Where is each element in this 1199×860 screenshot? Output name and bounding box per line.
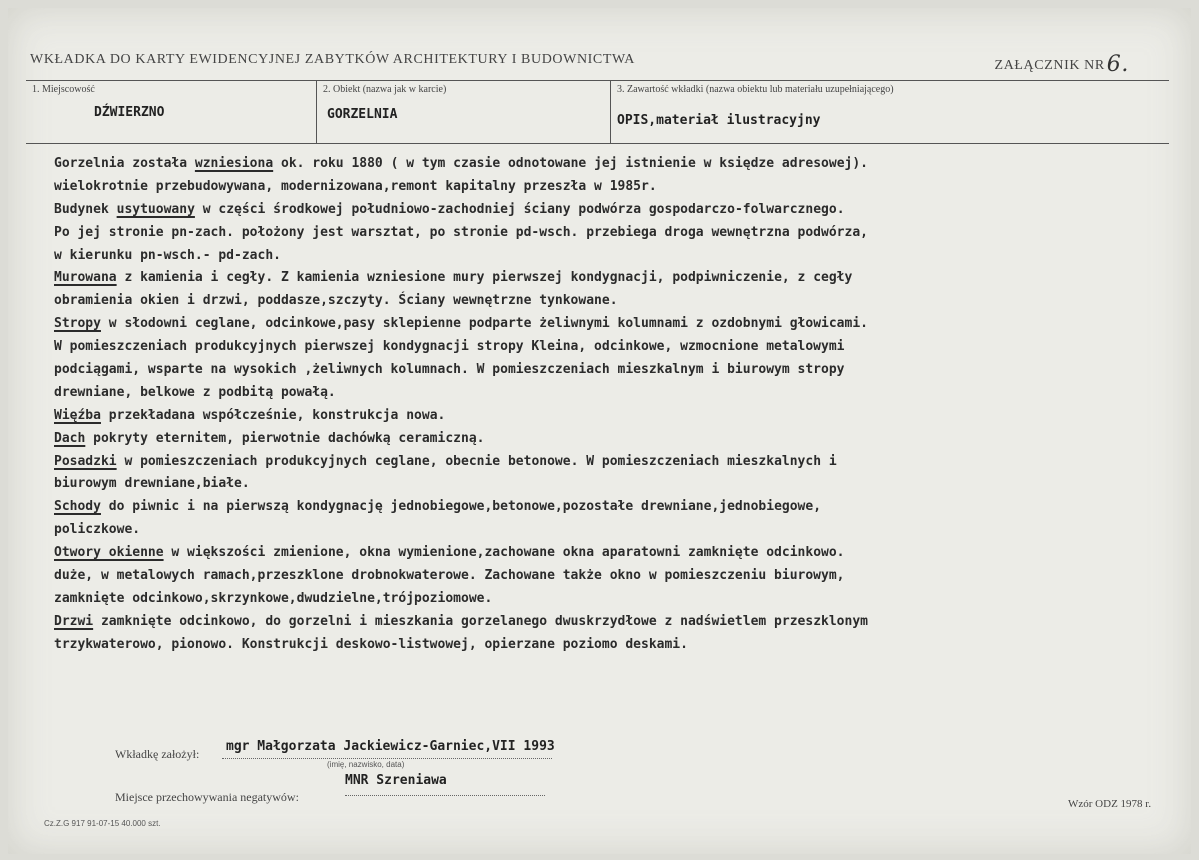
- text-line: podciągami, wsparte na wysokich ,żeliwnych kolumnach. W pomieszczeniach mieszkalnym i biurowym stropy: [54, 362, 845, 378]
- text-line: policzkowe.: [54, 522, 141, 538]
- text-line: Budynek usytuowany w części środkowej południowo-zachodniej ściany podwórza gospodarczo-folwarcznego.: [54, 199, 1134, 222]
- underlined-heading: Posadzki: [54, 453, 117, 469]
- locality-label: 1. Miejscowość: [32, 84, 95, 95]
- text-line: Murowana z kamienia i cegły. Z kamienia wzniesione mury pierwszej kondygnacji, podpiwniczenie, z cegły: [54, 267, 1134, 290]
- object-cell: [316, 81, 611, 143]
- text-line: Otwory okienne w większości zmienione, okna wymienione,zachowane okna aparatowni zamknięte odcinkowo.: [54, 542, 1134, 565]
- object-value: GORZELNIA: [327, 107, 398, 122]
- locality-cell: [26, 81, 316, 143]
- description-text: [54, 153, 1134, 657]
- underlined-heading: Drzwi: [54, 613, 94, 629]
- model-number: Wzór ODZ 1978 r.: [1068, 798, 1152, 810]
- text-line: biurowym drewniane,białe.: [54, 476, 250, 492]
- underlined-heading: wzniesiona: [194, 156, 274, 171]
- contents-value: OPIS,materiał ilustracyjny: [617, 113, 821, 128]
- author-value: mgr Małgorzata Jackiewicz-Garniec,VII 1993: [226, 739, 555, 754]
- contents-cell: [610, 81, 1170, 143]
- text-line: Gorzelnia została wzniesiona ok. roku 1880 ( w tym czasie odnotowane jej istnienie w księdze adresowej).: [54, 153, 1134, 176]
- text-line: obramienia okien i drzwi, poddasze,szczyty. Ściany wewnętrzne tynkowane.: [54, 293, 618, 309]
- text-line: zamknięte odcinkowo,skrzynkowe,dwudzielne,trójpoziomowe.: [54, 590, 493, 606]
- attachment-label: ZAŁĄCZNIK NR: [994, 58, 1105, 73]
- underlined-heading: usytuowany: [116, 201, 195, 217]
- author-hint: (imię, nazwisko, data): [327, 760, 405, 769]
- print-info: Cz.Z.G 917 91-07-15 40.000 szt.: [44, 819, 161, 828]
- fields-row: [26, 80, 1169, 144]
- text-line: Schody do piwnic i na pierwszą kondygnację jednobiegowe,betonowe,pozostałe drewniane,jednobiegowe,: [54, 496, 1134, 519]
- underlined-heading: Stropy: [54, 316, 101, 332]
- storage-label: Miejsce przechowywania negatywów:: [115, 790, 299, 804]
- text-line: W pomieszczeniach produkcyjnych pierwszej kondygnacji stropy Kleina, odcinkowe, wzmocnione metalowymi: [54, 339, 845, 355]
- text-line: Drzwi zamknięte odcinkowo, do gorzelni i mieszkania gorzelanego dwuskrzydłowe z nadświetlem przeszklonym: [54, 611, 1134, 634]
- text-line: Stropy w słodowni ceglane, odcinkowe,pasy sklepienne podparte żeliwnymi kolumnami z ozdobnymi głowicami.: [54, 313, 1134, 336]
- text-line: duże, w metalowych ramach,przeszklone drobnokwaterowe. Zachowane także okno w pomieszczeniu biurowym,: [54, 568, 845, 584]
- storage-dotted-line: [345, 795, 545, 796]
- contents-label: 3. Zawartość wkładki (nazwa obiektu lub materiału uzupełniającego): [617, 84, 894, 95]
- text-line: w kierunku pn-wsch.- pd-zach.: [54, 247, 281, 263]
- attachment-number: [995, 50, 1129, 75]
- form-title: WKŁADKA DO KARTY EWIDENCYJNEJ ZABYTKÓW ARCHITEKTURY I BUDOWNICTWA: [30, 52, 635, 67]
- text-line: Po jej stronie pn-zach. położony jest warsztat, po stronie pd-wsch. przebiega droga wewnętrzna podwórza,: [54, 224, 868, 240]
- object-label: 2. Obiekt (nazwa jak w karcie): [323, 84, 447, 95]
- underlined-heading: Schody: [54, 499, 101, 515]
- author-label: Wkładkę założył:: [115, 747, 200, 761]
- underlined-heading: Otwory okienne: [54, 545, 164, 561]
- text-line: trzykwaterowo, pionowo. Konstrukcji deskowo-listwowej, opierzane poziomo deskami.: [54, 636, 688, 652]
- author-dotted-line: [222, 758, 552, 759]
- underlined-heading: Murowana: [54, 270, 117, 286]
- text-line: Więźba przekładana współcześnie, konstrukcja nowa.: [54, 405, 1134, 428]
- underlined-heading: Dach: [54, 430, 86, 446]
- locality-value: DŹWIERZNO: [94, 105, 165, 120]
- text-line: Posadzki w pomieszczeniach produkcyjnych ceglane, obecnie betonowe. W pomieszczeniach mieszkalnych i: [54, 451, 1134, 474]
- storage-value: MNR Szreniawa: [345, 773, 447, 788]
- attachment-handwritten-number: 6.: [1106, 52, 1129, 77]
- underlined-heading: Więźba: [54, 407, 101, 423]
- text-line: drewniane, belkowe z podbitą powałą.: [54, 384, 336, 400]
- text-line: wielokrotnie przebudowywana, modernizowana,remont kapitalny przeszła w 1985r.: [54, 178, 657, 194]
- text-line: Dach pokryty eternitem, pierwotnie dachówką ceramiczną.: [54, 428, 1134, 451]
